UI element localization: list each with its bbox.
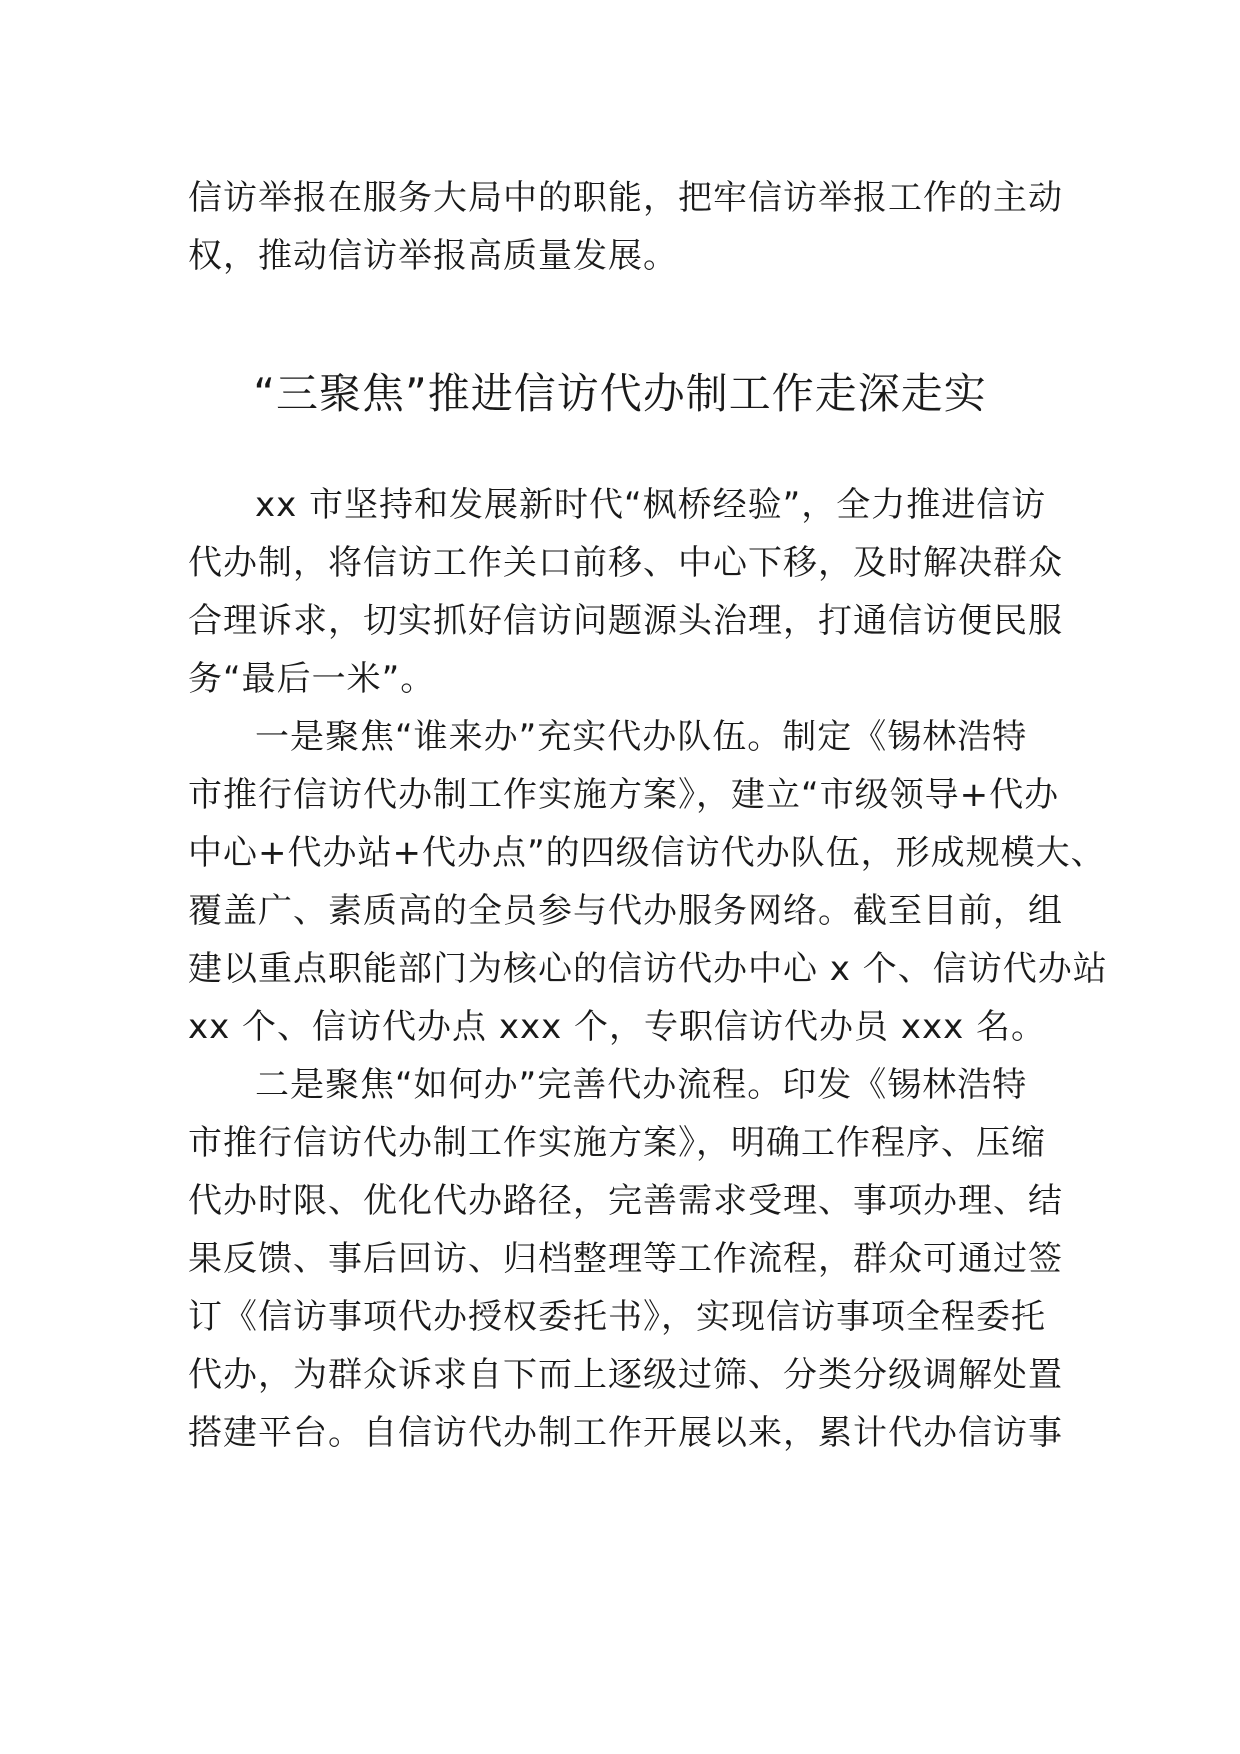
intro-line: 权，推动信访举报高质量发展。: [188, 236, 678, 276]
paragraph-1-line: xx 市坚持和发展新时代“枫桥经验”，全力推进信访: [255, 485, 1047, 525]
paragraph-3-line: 二是聚焦“如何办”完善代办流程。印发《锡林浩特: [255, 1065, 1028, 1105]
paragraph-2-line: 覆盖广、素质高的全员参与代办服务网络。截至目前，组: [188, 891, 1063, 931]
paragraph-2-line: xx 个、信访代办点 xxx 个，专职信访代办员 xxx 名。: [188, 1007, 1047, 1047]
paragraph-3-line: 代办，为群众诉求自下而上逐级过筛、分类分级调解处置: [188, 1355, 1063, 1395]
paragraph-3-line: 搭建平台。自信访代办制工作开展以来，累计代办信访事: [188, 1413, 1063, 1453]
paragraph-1-line: 合理诉求，切实抓好信访问题源头治理，打通信访便民服: [188, 601, 1063, 641]
article-title: “三聚焦”推进信访代办制工作走深走实: [253, 369, 987, 418]
paragraph-1-line: 务“最后一米”。: [188, 659, 436, 699]
paragraph-2-line: 建以重点职能部门为核心的信访代办中心 x 个、信访代办站: [188, 949, 1108, 989]
intro-line: 信访举报在服务大局中的职能，把牢信访举报工作的主动: [188, 178, 1063, 218]
paragraph-3-line: 订《信访事项代办授权委托书》，实现信访事项全程委托: [188, 1297, 1046, 1337]
paragraph-3-line: 果反馈、事后回访、归档整理等工作流程，群众可通过签: [188, 1239, 1063, 1279]
paragraph-3-line: 代办时限、优化代办路径，完善需求受理、事项办理、结: [188, 1181, 1063, 1221]
paragraph-1-line: 代办制，将信访工作关口前移、中心下移，及时解决群众: [188, 543, 1063, 583]
paragraph-2-line: 一是聚焦“谁来办”充实代办队伍。制定《锡林浩特: [255, 717, 1028, 757]
paragraph-2-line: 中心+代办站+代办点”的四级信访代办队伍，形成规模大、: [188, 833, 1106, 873]
paragraph-3-line: 市推行信访代办制工作实施方案》，明确工作程序、压缩: [188, 1123, 1046, 1163]
paragraph-2-line: 市推行信访代办制工作实施方案》，建立“市级领导+代办: [188, 775, 1060, 815]
